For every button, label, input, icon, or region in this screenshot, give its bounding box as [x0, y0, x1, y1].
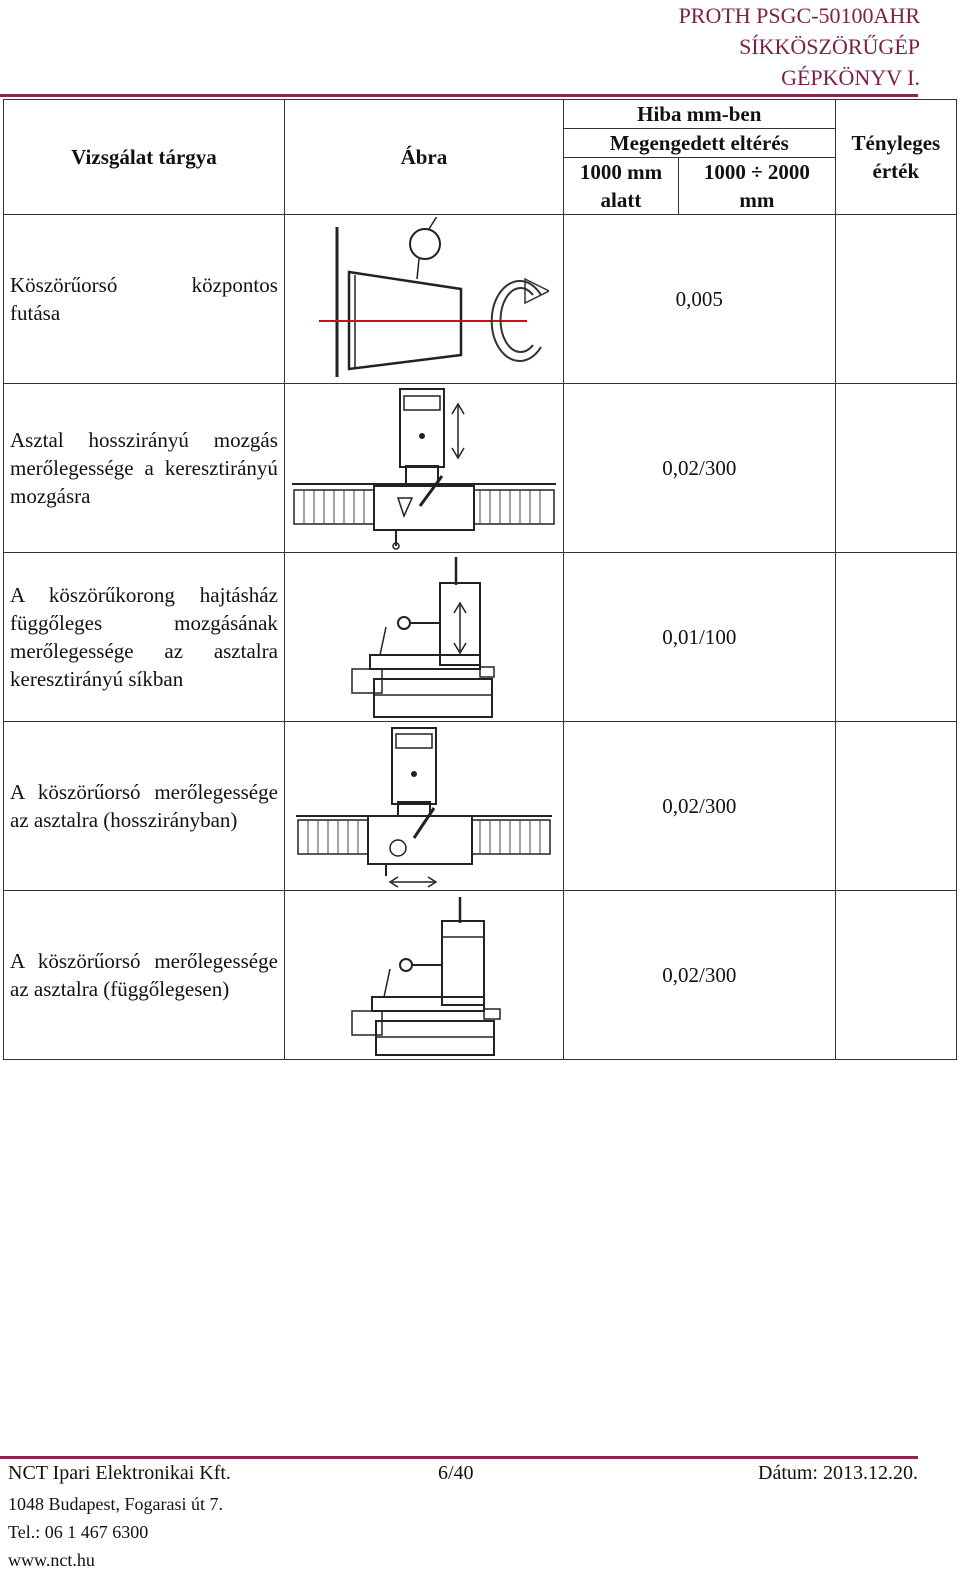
row-actual-value[interactable]	[835, 215, 956, 384]
footer-rule	[0, 1456, 918, 1459]
header-actual: Tényleges érték	[835, 100, 956, 215]
row-figure	[284, 215, 563, 384]
row-tolerance: 0,02/300	[563, 384, 835, 553]
table-perpendicularity-front-figure	[292, 386, 556, 551]
footer-web: www.nct.hu	[8, 1550, 95, 1570]
row-subject-part: Köszörűorsó	[10, 273, 118, 297]
row-subject	[4, 215, 285, 384]
header-figure: Ábra	[284, 100, 563, 215]
header-allowed: Megengedett eltérés	[563, 129, 835, 158]
footer-company: NCT Ipari Elektronikai Kft.	[8, 1462, 231, 1484]
footer-page: 6/40	[438, 1462, 474, 1484]
table-row	[4, 553, 957, 722]
document-header	[679, 0, 920, 93]
spindle-runout-figure	[299, 217, 549, 382]
row-figure	[284, 722, 563, 891]
row-actual-value[interactable]	[835, 891, 956, 1060]
row-subject: Asztal hosszirányú mozgás merőlegessége a keresztirányú mozgásra	[4, 384, 285, 553]
inspection-table	[3, 99, 957, 1060]
header-error: Hiba mm-ben	[563, 100, 835, 129]
row-subject-part: futása	[10, 301, 61, 325]
header-1000-2000: 1000 ÷ 2000 mm	[679, 158, 836, 215]
header-rule	[0, 94, 918, 97]
header-under-1000: 1000 mm alatt	[563, 158, 678, 215]
footer-line	[8, 1460, 918, 1486]
table-row	[4, 722, 957, 891]
row-tolerance: 0,01/100	[563, 553, 835, 722]
footer-address: 1048 Budapest, Fogarasi út 7.	[8, 1494, 223, 1514]
row-tolerance: 0,005	[563, 215, 835, 384]
row-tolerance: 0,02/300	[563, 891, 835, 1060]
spindle-vertical-side-figure	[342, 893, 506, 1058]
header-line-1: PROTH PSGC-50100AHR	[678, 3, 920, 28]
row-figure	[284, 891, 563, 1060]
row-actual-value[interactable]	[835, 722, 956, 891]
header-line-3: GÉPKÖNYV I.	[781, 65, 920, 90]
row-figure	[284, 384, 563, 553]
row-subject: A köszörűorsó merőlegessége az asztalra (függőlegesen)	[4, 891, 285, 1060]
row-actual-value[interactable]	[835, 384, 956, 553]
row-tolerance: 0,02/300	[563, 722, 835, 891]
footer-date: Dátum: 2013.12.20.	[758, 1462, 918, 1484]
header-subject: Vizsgálat tárgya	[4, 100, 285, 215]
row-subject-part: központos	[191, 273, 278, 297]
row-subject: A köszörűkorong hajtásház függőleges mozgásának merőlegessége az asztalra keresztirányú síkban	[4, 553, 285, 722]
spindle-longitudinal-front-figure	[296, 724, 552, 889]
table-row	[4, 215, 957, 384]
header-line-2: SÍKKÖSZÖRŰGÉP	[739, 34, 920, 59]
wheelhead-vertical-side-figure	[344, 555, 504, 720]
row-figure	[284, 553, 563, 722]
table-row	[4, 891, 957, 1060]
table-row	[4, 384, 957, 553]
row-actual-value[interactable]	[835, 553, 956, 722]
footer-phone: Tel.: 06 1 467 6300	[8, 1522, 149, 1542]
row-subject: A köszörűorsó merőlegessége az asztalra (hosszirányban)	[4, 722, 285, 891]
